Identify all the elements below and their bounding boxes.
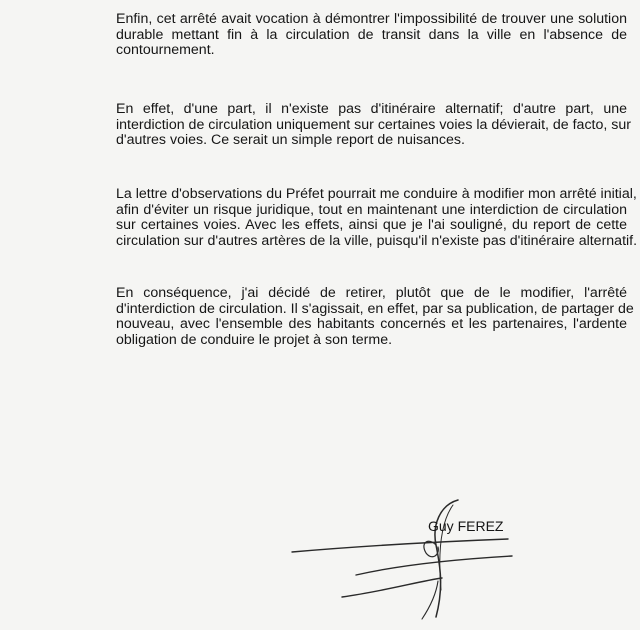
paragraph-line: d'interdiction de circulation. Il s'agissait, en effet, par sa publication, de partager de [116, 300, 634, 317]
paragraph-no-alternative-route [116, 101, 631, 149]
paragraph-line: En effet, d'une part, il n'existe pas d'itinéraire alternatif; d'autre part, une [116, 101, 627, 117]
paragraph-line: La lettre d'observations du Préfet pourrait me conduire à modifier mon arrêté initial, [116, 186, 637, 202]
paragraph-line: nouveau, avec l'ensemble des habitants concernés et les partenaires, l'ardente [116, 316, 627, 333]
paragraph-line: durable mettant fin à la circulation de transit dans la ville en l'absence de [116, 26, 627, 43]
handwritten-signature [290, 495, 540, 625]
signatory-name: Guy FEREZ [428, 518, 504, 534]
paragraph-line: contournement. [116, 42, 215, 59]
paragraph-line: d'autres voies. Ce serait un simple report de nuisances. [116, 132, 465, 149]
paragraph-prefect-observations [116, 186, 638, 249]
paragraph-line: Enfin, cet arrêté avait vocation à démontrer l'impossibilité de trouver une solution [116, 11, 627, 27]
paragraph-line: afin d'éviter un risque juridique, tout en maintenant une interdiction de circulation [116, 201, 627, 218]
paragraph-conclusion-intent [116, 12, 627, 59]
paragraph-line: En conséquence, j'ai décidé de retirer, plutôt que de le modifier, l'arrêté [116, 285, 627, 301]
paragraph-line: circulation sur d'autres artères de la ville, puisqu'il n'existe pas d'itinéraire alternatif. [116, 232, 638, 249]
paragraph-line: sur certaines voies. Avec les effets, ainsi que je l'ai souligné, du report de cette [116, 217, 627, 234]
paragraph-line: obligation de conduire le projet à son terme. [116, 331, 393, 348]
paragraph-line: interdiction de circulation uniquement sur certaines voies la dévierait, de facto, sur [116, 116, 631, 133]
paragraph-decision-withdrawal [116, 285, 634, 348]
